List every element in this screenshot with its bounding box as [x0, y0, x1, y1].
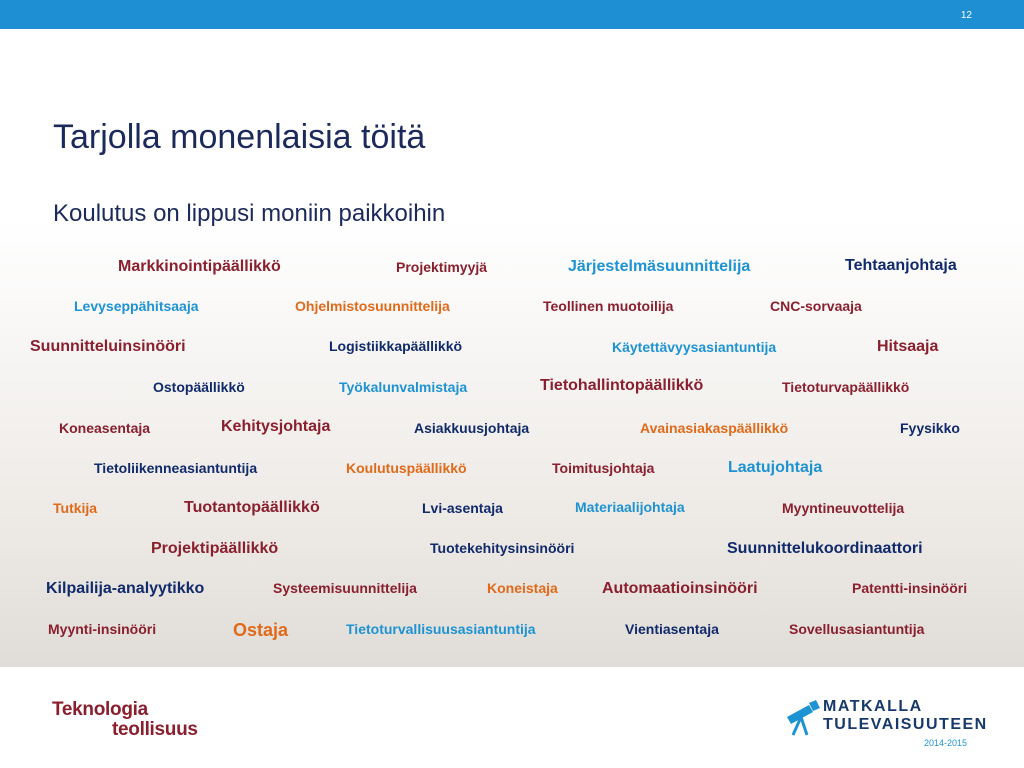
job-title: Ostopäällikkö	[153, 379, 245, 395]
logo-years: 2014-2015	[924, 738, 968, 748]
job-title: Tutkija	[53, 500, 98, 516]
top-bar	[0, 0, 1024, 29]
job-title: Vientiasentaja	[625, 621, 719, 637]
job-title: Ohjelmistosuunnittelija	[295, 298, 450, 314]
job-title: Myynti-insinööri	[48, 621, 157, 637]
job-title: Asiakkuusjohtaja	[414, 420, 530, 436]
job-title: Toimitusjohtaja	[552, 460, 655, 476]
job-title: Automaatioinsinööri	[602, 580, 758, 597]
job-title: Suunnitteluinsinööri	[30, 338, 186, 355]
job-title: Projektimyyjä	[396, 259, 488, 275]
job-title: Ostaja	[233, 620, 289, 640]
page-number: 12	[960, 10, 972, 21]
job-title: Työkalunvalmistaja	[339, 379, 468, 395]
job-title: CNC-sorvaaja	[770, 298, 862, 314]
job-title: Levyseppähitsaaja	[74, 298, 199, 314]
job-title: Lvi-asentaja	[422, 500, 503, 516]
job-title: Myyntineuvottelija	[782, 500, 905, 516]
job-title: Laatujohtaja	[728, 459, 823, 476]
slide-title: Tarjolla monenlaisia töitä	[53, 118, 426, 156]
job-title: Materiaalijohtaja	[575, 499, 685, 515]
job-title: Järjestelmäsuunnittelija	[568, 258, 751, 275]
job-title: Kilpailija-analyytikko	[46, 580, 205, 597]
job-title: Patentti-insinööri	[852, 580, 968, 596]
slide-subtitle: Koulutus on lippusi moniin paikkoihin	[53, 200, 446, 227]
job-title: Fyysikko	[900, 420, 960, 436]
job-title: Tuotantopäällikkö	[184, 499, 320, 516]
job-title: Sovellusasiantuntija	[789, 621, 925, 637]
job-title: Käytettävyysasiantuntija	[612, 339, 777, 355]
job-title: Tietoturvapäällikkö	[782, 379, 910, 395]
job-title: Tuotekehitysinsinööri	[430, 540, 575, 556]
job-title: Avainasiakaspäällikkö	[640, 420, 789, 436]
logo-line-2: TULEVAISUUTEEN	[823, 716, 988, 733]
job-title: Koneistaja	[487, 580, 558, 596]
job-title: Markkinointipäällikkö	[118, 258, 281, 275]
job-title: Tietoliikenneasiantuntija	[94, 460, 258, 476]
logo-line-1: Teknologia	[52, 699, 148, 720]
matkalla-tulevaisuuteen-logo	[783, 697, 988, 753]
job-title: Tehtaanjohtaja	[845, 257, 957, 274]
logo-line-2: teollisuus	[112, 719, 198, 740]
job-title: Logistiikkapäällikkö	[329, 338, 463, 354]
job-title: Tietohallintopäällikkö	[540, 377, 704, 394]
job-title: Suunnittelukoordinaattori	[727, 540, 923, 557]
logo-line-1: MATKALLA	[823, 698, 923, 715]
teknologiateollisuus-logo	[52, 700, 198, 740]
job-title: Koulutuspäällikkö	[346, 460, 467, 476]
job-title: Projektipäällikkö	[151, 540, 279, 557]
job-title: Systeemisuunnittelija	[273, 580, 417, 596]
telescope-icon	[783, 697, 823, 737]
job-title: Teollinen muotoilija	[543, 298, 674, 314]
job-title: Hitsaaja	[877, 338, 939, 355]
job-title: Kehitysjohtaja	[221, 418, 331, 435]
job-title: Koneasentaja	[59, 420, 151, 436]
job-title: Tietoturvallisuusasiantuntija	[346, 621, 536, 637]
